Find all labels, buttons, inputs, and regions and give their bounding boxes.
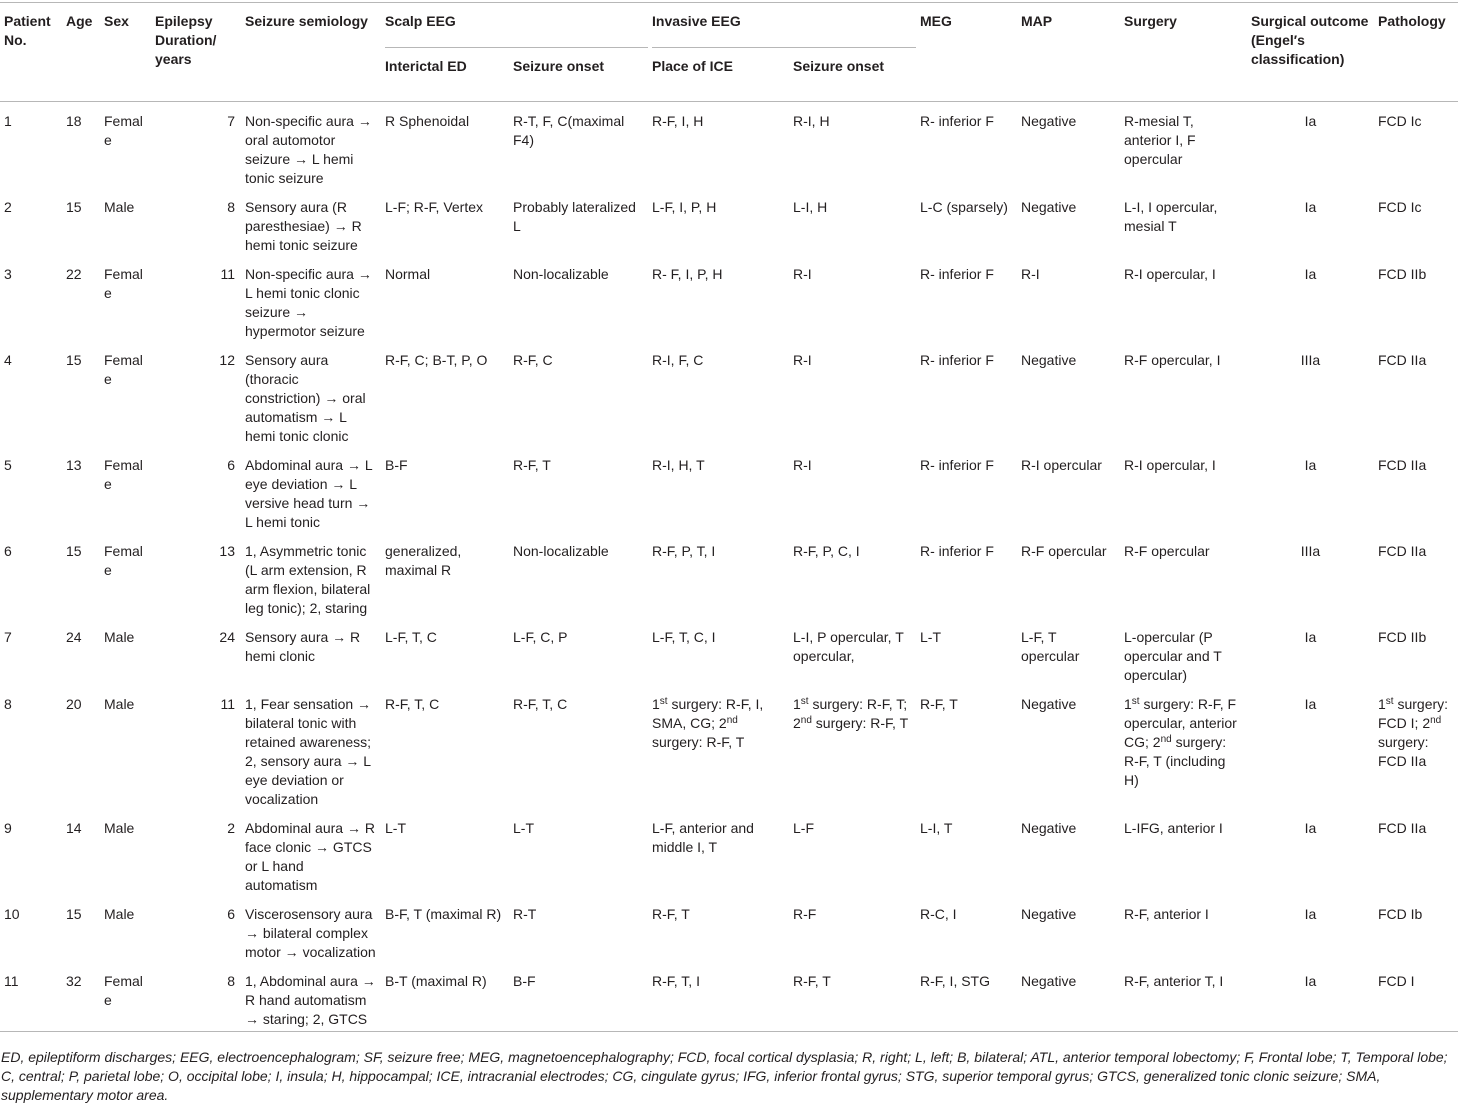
cell-meg: L-T — [920, 629, 941, 645]
cell-place-of-ice: L-F, I, P, H — [652, 199, 717, 215]
text-part: 1 — [793, 696, 801, 712]
cell-place-of-ice: R-I, F, C — [652, 352, 704, 368]
cell-pathology: FCD I — [1374, 962, 1458, 1032]
cell-outcome: Ia — [1304, 820, 1317, 836]
cell-interictal-ed: L-F, T, C — [385, 629, 437, 645]
text-part: 1 — [652, 696, 660, 712]
cell-surgery: R-F opercular — [1124, 543, 1210, 559]
cell-outcome: Ia — [1304, 113, 1317, 129]
cell-sex: Male — [104, 199, 135, 215]
cell-patient-no: 11 — [0, 962, 62, 1032]
cell-invasive-onset: R-I, H — [793, 113, 830, 129]
cell-surgery: R-F, anterior I — [1124, 906, 1209, 922]
cell-scalp-onset: R-T — [513, 906, 537, 922]
cell-sex: Female — [104, 543, 143, 578]
cell-meg: R-F, I, STG — [916, 962, 1017, 1032]
header-row-1 — [0, 3, 1458, 50]
header-scalp-seizure-onset: Seizure onset — [509, 49, 648, 102]
table-row — [0, 341, 1458, 446]
cell-invasive-onset: L-F — [793, 820, 814, 836]
table-row — [0, 962, 1458, 1032]
cell-meg: R- inferior F — [920, 266, 994, 282]
cell-patient-no: 10 — [4, 906, 20, 922]
patient-table — [0, 2, 1458, 1032]
cell-semiology: Sensory aura (thoracic constriction) → oral automatism → L hemi tonic clonic — [245, 352, 366, 444]
cell-map: L-F, T opercular — [1021, 629, 1080, 664]
cell-scalp-onset: L-T — [513, 820, 534, 836]
cell-interictal-ed: L-F; R-F, Vertex — [385, 199, 484, 215]
cell-map: Negative — [1021, 113, 1077, 129]
cell-semiology: 1, Fear sensation → bilateral tonic with retained awareness; 2, sensory aura → L eye deviation or vocalization — [245, 696, 372, 807]
cell-invasive-onset: R-I — [793, 266, 812, 282]
cell-outcome: Ia — [1304, 199, 1317, 215]
cell-outcome: Ia — [1304, 266, 1317, 282]
cell-duration: 11 — [220, 696, 235, 712]
cell-surgery: L-IFG, anterior I — [1124, 820, 1223, 836]
cell-invasive-onset: L-I, P opercular, T opercular, — [793, 629, 904, 664]
cell-patient-no: 4 — [4, 352, 12, 368]
cell-outcome: Ia — [1304, 629, 1317, 645]
cell-place-of-ice: R-F, T, I — [648, 962, 789, 1032]
text-part: surgery: R-F, T (including H) — [1124, 734, 1227, 788]
header-interictal-ed: Interictal ED — [381, 49, 509, 102]
table-row — [0, 446, 1458, 532]
cell-invasive-onset: L-I, H — [793, 199, 828, 215]
cell-pathology: FCD IIb — [1378, 266, 1427, 282]
cell-age: 15 — [66, 199, 82, 215]
cell-place-of-ice: R- F, I, P, H — [652, 266, 723, 282]
cell-surgery: R-I opercular, I — [1124, 266, 1216, 282]
cell-place-of-ice: L-F, anterior and middle I, T — [652, 820, 754, 855]
cell-patient-no: 5 — [4, 457, 12, 473]
header-seizure-semiology: Seizure semiology — [241, 3, 381, 102]
cell-age: 15 — [66, 543, 82, 559]
table-row — [0, 895, 1458, 962]
cell-meg: R- inferior F — [920, 543, 994, 559]
ordinal-sup: nd — [726, 715, 738, 726]
text-part: surgery: R-F, F opercular, anterior CG; 2 — [1124, 696, 1237, 750]
cell-patient-no: 6 — [4, 543, 12, 559]
table-body — [0, 102, 1458, 1032]
cell-semiology: Abdominal aura → R face clonic → GTCS or L hand automatism — [245, 820, 375, 893]
cell-semiology: 1, Abdominal aura → R hand automatism → staring; 2, GTCS — [241, 962, 381, 1032]
header-meg: MEG — [916, 3, 1017, 102]
cell-duration: 11 — [220, 266, 235, 282]
cell-surgery: L-opercular (P opercular and T opercular) — [1124, 629, 1222, 683]
header-scalp-eeg-rule — [385, 47, 648, 48]
table-row — [0, 618, 1458, 685]
cell-age: 14 — [66, 820, 82, 836]
header-pathology: Pathology — [1374, 3, 1458, 102]
cell-pathology: FCD IIa — [1378, 820, 1427, 836]
cell-place-of-ice: R-F, T — [652, 906, 690, 922]
cell-age: 32 — [62, 962, 100, 1032]
cell-interictal-ed: R-F, T, C — [385, 696, 440, 712]
text-part: surgery: FCD I; 2 — [1378, 696, 1449, 731]
cell-map: Negative — [1021, 352, 1077, 368]
header-surgery: Surgery — [1120, 3, 1247, 102]
cell-place-of-ice: L-F, T, C, I — [652, 629, 716, 645]
cell-semiology: Sensory aura → R hemi clonic — [245, 629, 361, 664]
cell-meg: R-F, T — [920, 696, 958, 712]
cell-scalp-onset: R-F, T — [513, 457, 551, 473]
table-header — [0, 3, 1458, 102]
cell-scalp-onset: Non-localizable — [513, 543, 609, 559]
cell-scalp-onset: Probably lateralized L — [513, 199, 636, 234]
cell-map: R-I — [1021, 266, 1040, 282]
cell-age: 18 — [66, 113, 82, 129]
cell-interictal-ed: B-T (maximal R) — [381, 962, 509, 1032]
cell-patient-no: 1 — [4, 113, 12, 129]
cell-map: Negative — [1021, 906, 1077, 922]
cell-age: 15 — [66, 906, 82, 922]
cell-meg: L-C (sparsely) — [920, 199, 1008, 215]
cell-map: R-I opercular — [1021, 457, 1102, 473]
ordinal-sup: st — [659, 696, 668, 707]
cell-sex: Female — [104, 352, 143, 387]
cell-place-of-ice: R-F, I, H — [652, 113, 704, 129]
cell-surgery: R-F opercular, I — [1124, 352, 1221, 368]
cell-sex: Male — [104, 820, 135, 836]
cell-surgery: R-I opercular, I — [1124, 457, 1216, 473]
cell-scalp-onset: R-F, T, C — [513, 696, 568, 712]
cell-surgery: L-I, I opercular, mesial T — [1124, 199, 1218, 234]
cell-age: 15 — [66, 352, 82, 368]
cell-semiology: Viscerosensory aura → bilateral complex motor → vocalization — [245, 906, 376, 960]
header-invasive-eeg-label: Invasive EEG — [652, 13, 741, 29]
cell-patient-no: 7 — [4, 629, 12, 645]
text-part: surgery: R-F, I, SMA, CG; 2 — [652, 696, 764, 731]
cell-sex: Male — [104, 629, 135, 645]
cell-semiology: Abdominal aura → L eye deviation → L versive head turn → L hemi tonic — [245, 457, 373, 530]
cell-map: Negative — [1021, 199, 1077, 215]
header-scalp-eeg — [381, 3, 648, 50]
cell-invasive-onset: R-I — [793, 352, 812, 368]
header-map: MAP — [1017, 3, 1120, 102]
text-part: surgery: FCD IIa — [1378, 734, 1429, 769]
cell-duration: 13 — [219, 543, 235, 559]
table-row — [0, 809, 1458, 895]
cell-duration: 7 — [227, 113, 235, 129]
cell-pathology: FCD Ic — [1378, 113, 1422, 129]
table-row — [0, 255, 1458, 341]
cell-scalp-onset: B-F — [509, 962, 648, 1032]
cell-invasive-onset: R-F, T — [789, 962, 916, 1032]
cell-surgery: R-F, anterior T, I — [1120, 962, 1247, 1032]
cell-pathology: FCD IIa — [1378, 457, 1427, 473]
cell-duration: 12 — [219, 352, 235, 368]
header-invasive-eeg-rule — [652, 47, 916, 48]
cell-patient-no: 2 — [4, 199, 12, 215]
text-part: surgery: R-F, T; 2 — [793, 696, 908, 731]
header-patient-no: Patient No. — [0, 3, 62, 102]
cell-duration: 2 — [227, 820, 235, 836]
cell-scalp-onset: L-F, C, P — [513, 629, 568, 645]
cell-interictal-ed: B-F — [385, 457, 408, 473]
cell-interictal-ed: generalized, maximal R — [385, 543, 462, 578]
cell-scalp-onset: R-T, F, C(maximal F4) — [513, 113, 625, 148]
cell-interictal-ed: B-F, T (maximal R) — [385, 906, 502, 922]
ordinal-sup: nd — [1430, 715, 1442, 726]
cell-sex: Female — [104, 266, 143, 301]
cell-meg: R- inferior F — [920, 457, 994, 473]
cell-meg: R-C, I — [920, 906, 957, 922]
cell-meg: R- inferior F — [920, 113, 994, 129]
cell-surgery — [1120, 685, 1247, 809]
cell-map: Negative — [1017, 962, 1120, 1032]
cell-outcome: IIIa — [1300, 543, 1321, 559]
cell-semiology: Non-specific aura → oral automotor seizure → L hemi tonic seizure — [245, 113, 372, 186]
cell-sex: Female — [104, 113, 143, 148]
cell-age: 20 — [66, 696, 82, 712]
cell-duration: 6 — [227, 457, 235, 473]
cell-surgery: R-mesial T, anterior I, F opercular — [1124, 113, 1196, 167]
cell-sex: Male — [104, 906, 135, 922]
header-invasive-seizure-onset: Seizure onset — [789, 49, 916, 102]
cell-sex: Female — [100, 962, 151, 1032]
cell-age: 24 — [66, 629, 82, 645]
cell-outcome: Ia — [1247, 962, 1374, 1032]
cell-interictal-ed: R Sphenoidal — [385, 113, 470, 129]
cell-duration: 6 — [227, 906, 235, 922]
ordinal-sup: nd — [800, 715, 812, 726]
cell-interictal-ed: Normal — [385, 266, 431, 282]
cell-age: 13 — [66, 457, 82, 473]
cell-meg: R- inferior F — [920, 352, 994, 368]
cell-pathology: FCD IIa — [1378, 543, 1427, 559]
cell-patient-no: 8 — [4, 696, 12, 712]
cell-pathology: FCD Ib — [1378, 906, 1423, 922]
cell-semiology: 1, Asymmetric tonic (L arm extension, R arm flexion, bilateral leg tonic); 2, staring — [245, 543, 371, 616]
cell-sex: Male — [104, 696, 135, 712]
ordinal-sup: nd — [1160, 734, 1172, 745]
cell-patient-no: 3 — [4, 266, 12, 282]
cell-outcome: Ia — [1304, 696, 1317, 712]
table-footnote: ED, epileptiform discharges; EEG, electroencephalogram; SF, seizure free; MEG, magnetoencephalography; FCD, focal cortical dysplasia; R, right; L, left; B, bilateral; ATL, anterior temporal lobectomy; F, Frontal lobe; T, Temporal lobe; C, central; P, parietal lobe; O, occipital lobe; I, insula; H, hippocampal; ICE, intracranial electrodes; CG, cingulate gyrus; IFG, inferior frontal gyrus; STG, superior temporal gyrus; GTCS, generalized tonic clonic seizure; SMA, supplementary motor area. — [1, 1049, 1448, 1103]
cell-meg: L-I, T — [920, 820, 953, 836]
cell-place-of-ice — [648, 685, 789, 809]
cell-duration: 24 — [219, 629, 235, 645]
cell-place-of-ice: R-F, P, T, I — [652, 543, 716, 559]
header-sex: Sex — [100, 3, 151, 102]
cell-outcome: Ia — [1304, 457, 1317, 473]
cell-semiology: Sensory aura (R paresthesiae) → R hemi tonic seizure — [245, 199, 362, 253]
cell-scalp-onset: R-F, C — [513, 352, 553, 368]
cell-patient-no: 9 — [4, 820, 12, 836]
cell-pathology — [1374, 685, 1458, 809]
cell-invasive-onset — [789, 685, 916, 809]
cell-sex: Female — [104, 457, 143, 492]
header-scalp-eeg-label: Scalp EEG — [385, 13, 456, 29]
header-surgical-outcome: Surgical outcome (Engel′s classification) — [1247, 3, 1374, 102]
cell-scalp-onset: Non-localizable — [513, 266, 609, 282]
cell-pathology: FCD IIb — [1378, 629, 1427, 645]
cell-pathology: FCD IIa — [1378, 352, 1427, 368]
cell-invasive-onset: R-I — [793, 457, 812, 473]
cell-duration: 8 — [227, 199, 235, 215]
header-invasive-eeg — [648, 3, 916, 50]
text-part: surgery: R-F, T — [811, 715, 909, 731]
header-place-of-ice: Place of ICE — [648, 49, 789, 102]
cell-interictal-ed: L-T — [385, 820, 406, 836]
cell-duration: 8 — [151, 962, 241, 1032]
cell-map: R-F opercular — [1021, 543, 1107, 559]
header-age: Age — [62, 3, 100, 102]
text-part: surgery: R-F, T — [652, 734, 745, 750]
header-epilepsy-duration: Epilepsy Duration/ years — [151, 3, 241, 102]
cell-invasive-onset: R-F — [793, 906, 817, 922]
table-row — [0, 685, 1458, 809]
table-row — [0, 532, 1458, 618]
text-part: 1 — [1378, 696, 1386, 712]
cell-map: Negative — [1021, 820, 1077, 836]
cell-age: 22 — [66, 266, 82, 282]
ordinal-sup: st — [1131, 696, 1140, 707]
cell-semiology: Non-specific aura → L hemi tonic clonic seizure → hypermotor seizure — [245, 266, 372, 339]
cell-map: Negative — [1021, 696, 1077, 712]
cell-interictal-ed: R-F, C; B-T, P, O — [385, 352, 488, 368]
cell-invasive-onset: R-F, P, C, I — [793, 543, 860, 559]
cell-place-of-ice: R-I, H, T — [652, 457, 705, 473]
ordinal-sup: st — [1385, 696, 1394, 707]
text-part: 1 — [1124, 696, 1132, 712]
cell-outcome: IIIa — [1300, 352, 1321, 368]
table-row — [0, 188, 1458, 255]
ordinal-sup: st — [800, 696, 809, 707]
cell-pathology: FCD Ic — [1378, 199, 1422, 215]
cell-outcome: Ia — [1304, 906, 1317, 922]
table-row — [0, 102, 1458, 189]
